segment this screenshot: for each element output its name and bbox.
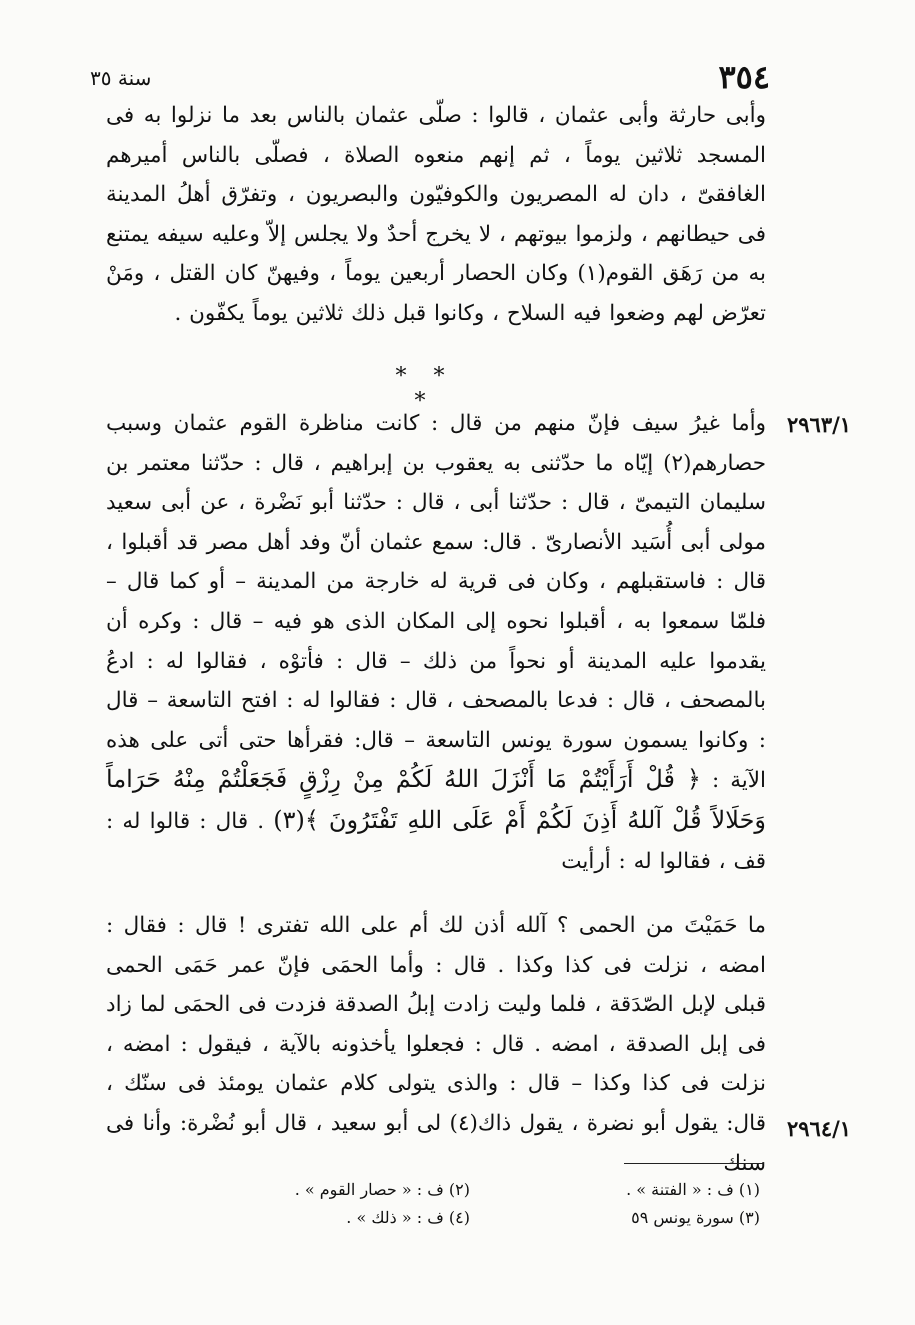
footnote-2: (٢) ف : « حصار القوم » . [294, 1180, 470, 1199]
page-number: ٣٥٤ [718, 58, 770, 96]
paragraph-2-text: وأما غيرُ سيف فإنّ منهم من قال : كانت مناظرة القوم عثمان وسبب حصارهم(٢) إيّاه ما حدّثنى به يعقوب بن إبراهيم ، قال : حدّثنا معتمر بن سليمان التيمىّ ، قال : حدّثنا أبى ، قال : حدّثنا أبو نَضْرة ، عن أبى سعيد مولى أبى أُسَيد الأنصارىّ . قال: سمع عثمان أنّ وفد أهل مصر قد أقبلوا ، قال : فاستقبلهم ، وكان فى قرية له خارجة من المدينة – أو كما قال – فلمّا سمعوا به ، أقبلوا نحوه إلى المكان الذى هو فيه – قال : وكره أن يقدموا عليه المدينة أو نحواً من ذلك – قال : فأتوْه ، فقالوا له : ادعُ بالمصحف ، قال : فدعا بالمصحف ، قال : فقالوا له : افتح التاسعة – قال : وكانوا يسمون سورة يونس التاسعة – قال: فقرأها حتى أتى على هذه الآية : [106, 411, 766, 794]
section-separator: * * * [395, 364, 455, 414]
paragraph-2-tail: . قال : قالوا له : قف ، فقالوا له : أرأيت [106, 808, 766, 874]
footnote-1: (١) ف : « الفتنة » . [626, 1180, 760, 1199]
margin-reference-1: ٢٩٦٣/١ [787, 412, 852, 437]
quran-verse: ﴿ قُلْ أَرَأَيْتُمْ مَا أَنْزَلَ اللهُ لَكُمْ مِنْ رِزْقٍ فَجَعَلْتُمْ مِنْهُ حَرَاماً وَحَلَالاً قُلْ آللهُ أَذِنَ لَكُمْ أَمْ عَلَى اللهِ تَفْتَرُونَ ﴾(٣) [106, 765, 766, 834]
footnote-4: (٤) ف : « ذلك » . [346, 1208, 470, 1227]
footnote-rule [624, 1163, 764, 1164]
paragraph-3: ما حَمَيْتَ من الحمى ؟ آلله أذن لك أم على الله تفترى ! قال : فقال : امضه ، نزلت فى كذا وكذا . قال : وأما الحمَى فإنّ عمر حَمَى الحمى قبلى لإبل الصّدَقة ، فلما وليت زادت إبلُ الصدقة فزدت فى الحمَى لما زاد فى إبل الصدقة ، امضه . قال : فجعلوا يأخذونه بالآية ، فيقول : امضه ، نزلت فى كذا وكذا – قال : والذى يتولى كلام عثمان يومئذ فى سنّك ، قال: يقول أبو نضرة ، يقول ذاك(٤) لى أبو سعيد ، قال أبو نُضْرة: وأنا فى سنك [106, 913, 766, 1176]
running-header-year: سنة ٣٥ [90, 66, 152, 90]
paragraph-1: وأبى حارثة وأبى عثمان ، قالوا : صلّى عثمان بالناس بعد ما نزلوا به فى المسجد ثلاثين يوماً ، ثم إنهم منعوه الصلاة ، فصلّى بالناس أميرهم الغافقىّ ، دان له المصريون والكوفيّون والبصريون ، وتفرّق أهلُ المدينة فى حيطانهم ، ولزموا بيوتهم ، لا يخرج أحدٌ ولا يجلس إلاّ وعليه سيفه يمتنع به من رَهَق القوم(١) وكان الحصار أربعين يوماً ، وفيهنّ كان القتل ، ومَنْ تعرّض لهم وضعوا فيه السلاح ، وكانوا قبل ذلك ثلاثين يوماً يكفّون . [106, 103, 766, 326]
margin-reference-2: ٢٩٦٤/١ [787, 1116, 852, 1141]
footnote-3: (٣) سورة يونس ٥٩ [631, 1208, 760, 1227]
paragraph-2 [106, 404, 766, 881]
